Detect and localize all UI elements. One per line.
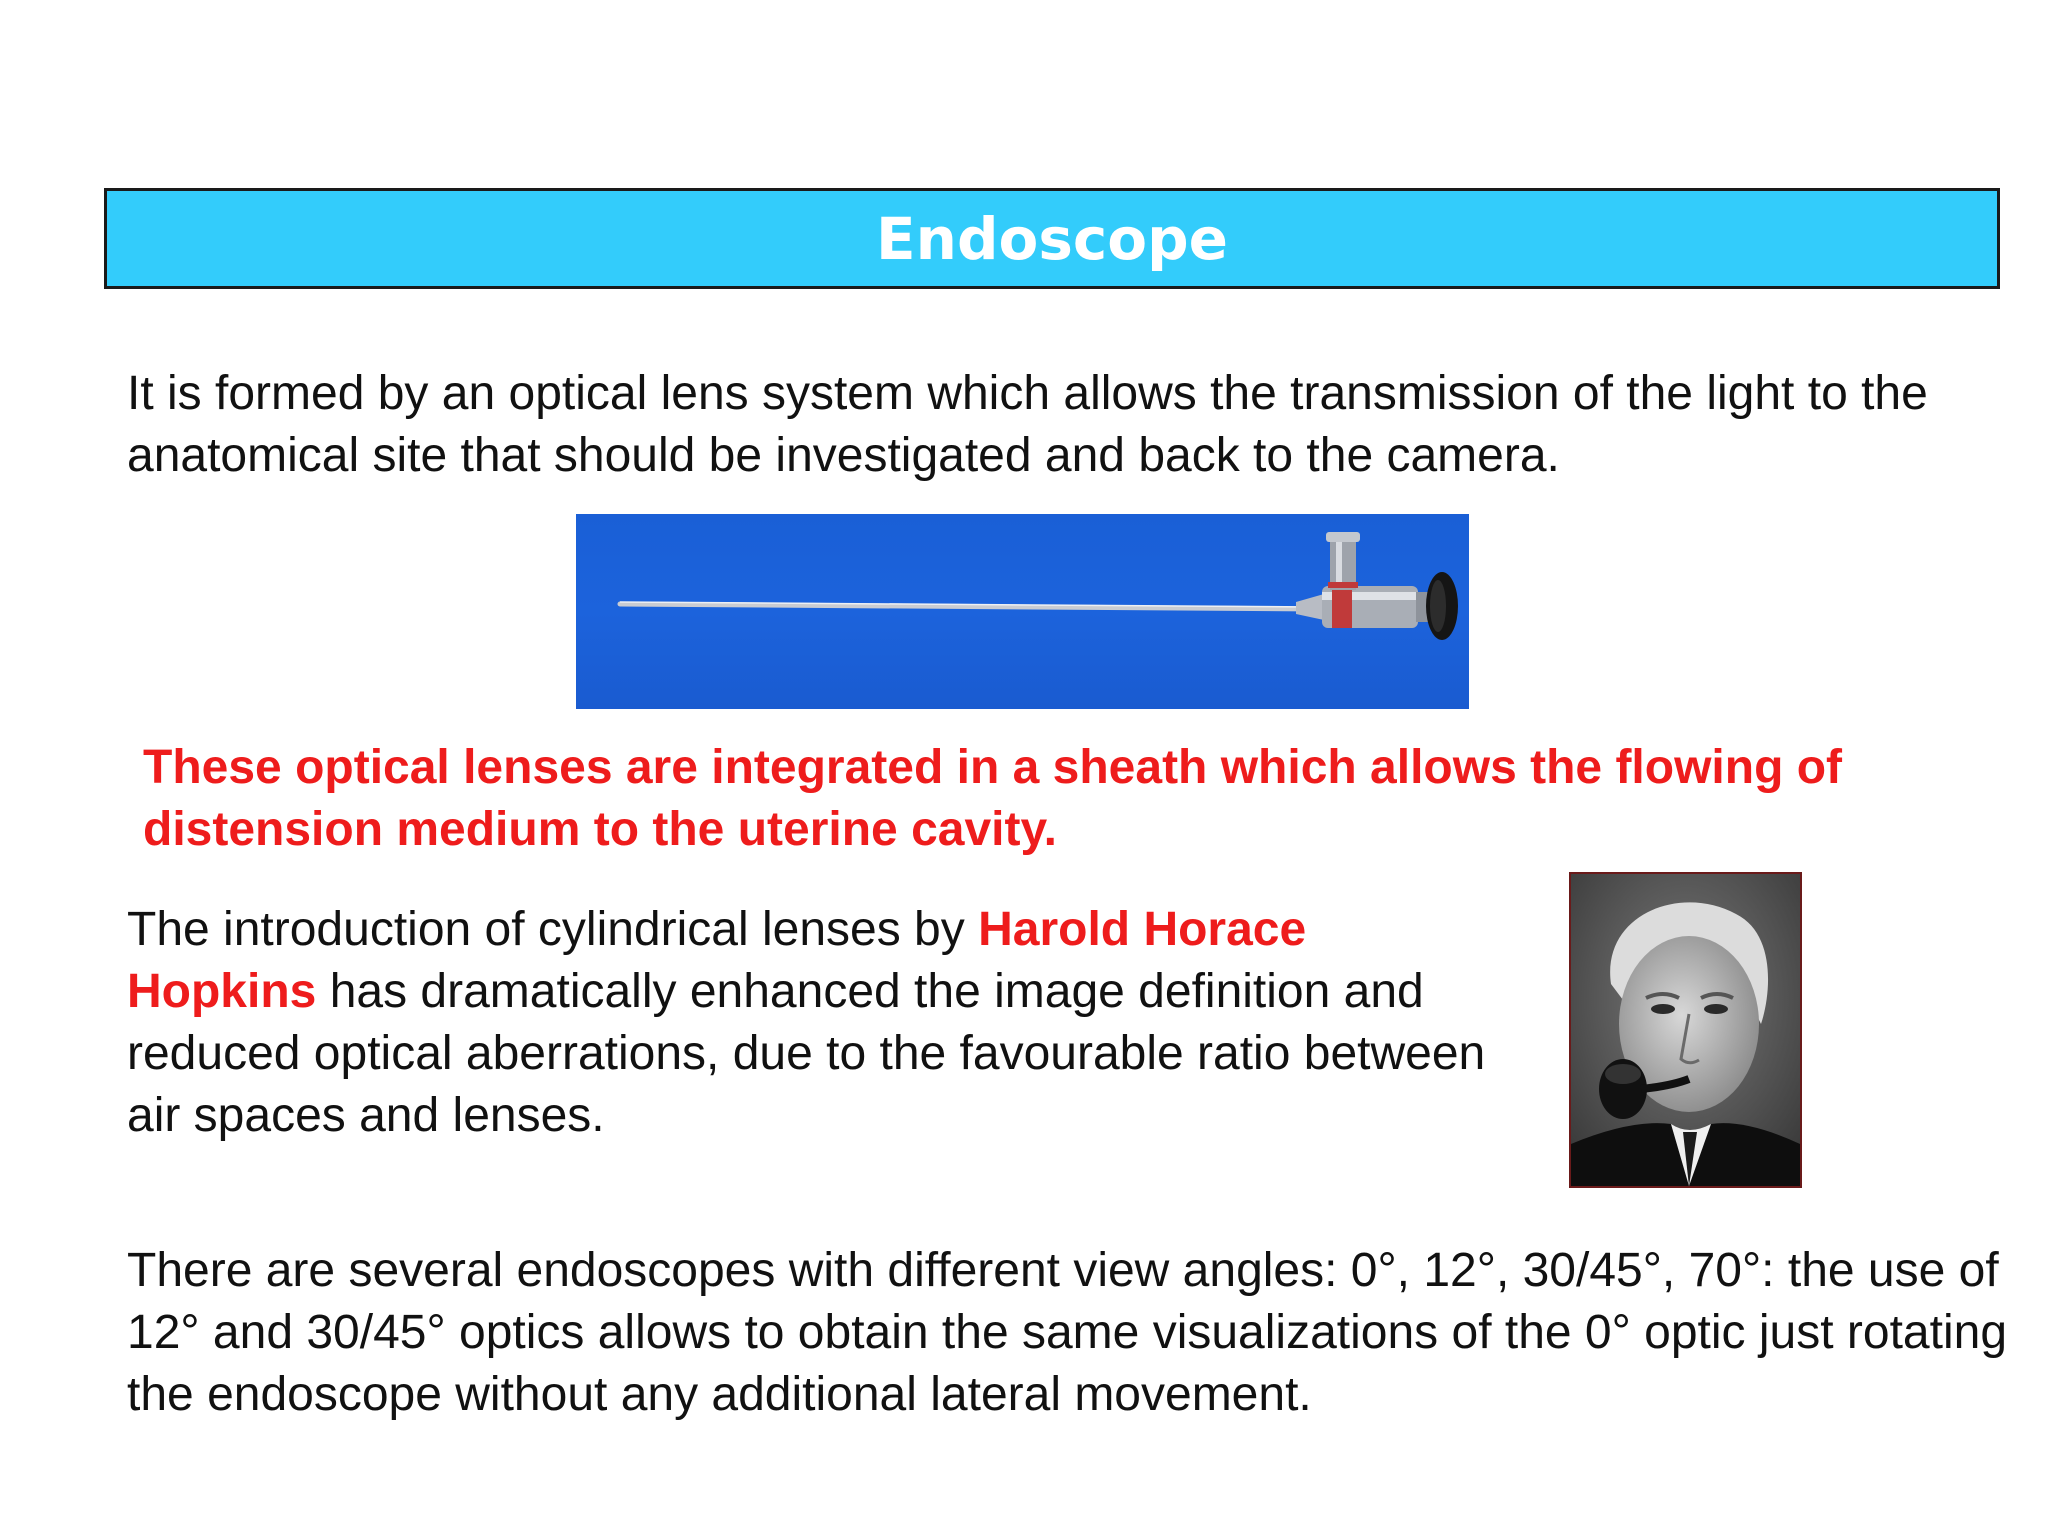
portrait-illustration bbox=[1571, 874, 1800, 1186]
hopkins-text-after: has dramatically enhanced the image definition and reduced optical aberrations, due to the favourable ratio between air spaces and lenses. bbox=[127, 965, 1486, 1142]
endoscope-photo bbox=[576, 514, 1469, 709]
view-angles-paragraph: There are several endoscopes with different view angles: 0°, 12°, 30/45°, 70°: the use of 12° and 30/45° optics allows to obtain the same visualizations of the 0° optic just rotating the endoscope without any additional lateral movement. bbox=[127, 1244, 2008, 1421]
slide-title: Endoscope bbox=[876, 204, 1228, 273]
hopkins-name-last: Hopkins bbox=[127, 965, 317, 1018]
hopkins-portrait bbox=[1569, 872, 1802, 1188]
hopkins-name-first: Harold Horace bbox=[978, 903, 1307, 956]
title-bar bbox=[104, 188, 2000, 289]
hopkins-text-before: The introduction of cylindrical lenses by bbox=[127, 903, 979, 956]
sheath-note: These optical lenses are integrated in a sheath which allows the flowing of distension medium to the uterine cavity. bbox=[143, 741, 1843, 856]
endoscope-illustration bbox=[576, 514, 1469, 709]
hopkins-paragraph bbox=[127, 899, 1527, 1147]
intro-paragraph: It is formed by an optical lens system which allows the transmission of the light to the anatomical site that should be investigated and back to the camera. bbox=[127, 367, 1928, 482]
